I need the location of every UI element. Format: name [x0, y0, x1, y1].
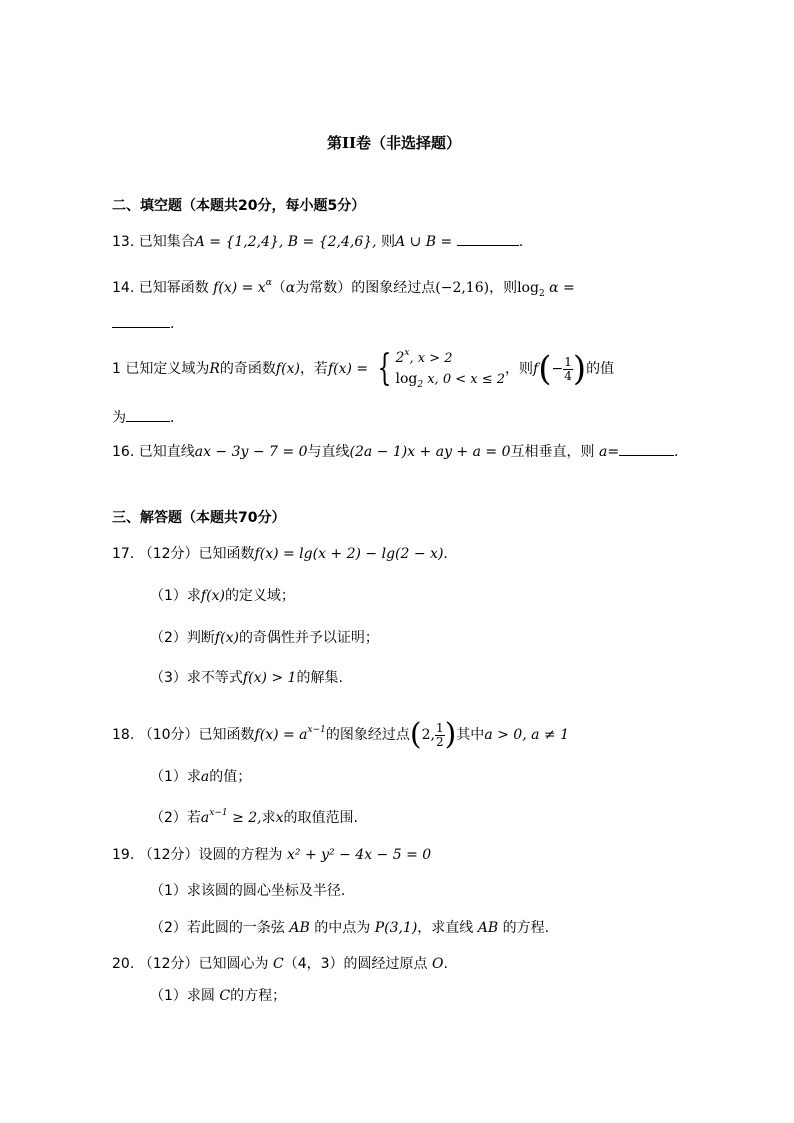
- question-score: （12分）: [138, 847, 199, 863]
- question-text: 与直线: [307, 444, 350, 460]
- math-expression: 2,: [421, 727, 435, 743]
- answer-blank[interactable]: [112, 313, 170, 328]
- question-15-continued: [112, 407, 174, 428]
- math-expression: x² + y² − 4x − 5 = 0: [287, 847, 432, 863]
- right-paren: ): [572, 349, 587, 389]
- question-13: [112, 231, 523, 252]
- question-text: 设圆的方程为: [198, 847, 283, 863]
- punctuation: .: [674, 444, 679, 460]
- math-expression: α =: [549, 280, 575, 296]
- right-paren: ): [444, 717, 457, 752]
- math-point: (−2,16): [435, 280, 490, 296]
- question-17-part-3: （3）求不等式f(x) > 1的解集.: [150, 670, 343, 686]
- answer-blank[interactable]: [457, 231, 519, 246]
- question-text: 则: [376, 234, 396, 250]
- question-number: 16.: [112, 444, 135, 460]
- math-expression: f(x) = lg(x + 2) − lg(2 − x): [254, 546, 444, 562]
- question-17-part-1: （1）求f(x)的定义域；: [150, 588, 295, 604]
- math-symbol: C: [273, 956, 284, 972]
- piecewise-function: [373, 343, 505, 395]
- punctuation: .: [443, 956, 448, 972]
- question-text: ，则: [505, 361, 534, 377]
- question-number: 18.: [112, 727, 135, 743]
- question-16: [112, 441, 679, 462]
- math-expression: (2a − 1)x + ay + a = 0: [349, 444, 511, 460]
- question-number: 14.: [112, 280, 135, 296]
- question-number: 13.: [112, 234, 135, 250]
- math-exponent: x−1: [307, 725, 326, 735]
- math-exponent: α: [265, 278, 272, 288]
- math-expression: f(x) =: [327, 361, 369, 377]
- punctuation: .: [443, 546, 448, 562]
- question-text: 为: [112, 410, 126, 426]
- question-text: 已知圆心为: [198, 956, 269, 972]
- fraction: $\frac{1}{4}$: [564, 354, 572, 383]
- question-19-part-1: （1）求该圆的圆心坐标及半径.: [150, 883, 346, 899]
- piecewise-case-1: 2$^x$, x > 2: [395, 348, 453, 366]
- math-expression: A = {1,2,4}, B = {2,4,6},: [194, 234, 377, 250]
- math-symbol: R: [209, 361, 220, 377]
- punctuation: .: [170, 316, 175, 332]
- math-expression: a > 0, a ≠ 1: [484, 727, 569, 743]
- answer-blank[interactable]: [126, 407, 170, 422]
- question-14-continued: [112, 313, 174, 334]
- question-text: 互相垂直，则: [510, 444, 595, 460]
- question-14: [112, 273, 575, 304]
- math-subscript: 2: [538, 289, 545, 299]
- question-text: 为常数）的图象经过点: [295, 280, 436, 296]
- question-text: ，若: [299, 361, 328, 377]
- question-text: 已知函数: [198, 727, 255, 743]
- math-expression: f(x) = a: [254, 727, 308, 743]
- punctuation: .: [518, 234, 524, 250]
- question-text: 已知集合: [138, 234, 195, 250]
- punctuation: .: [170, 410, 175, 426]
- question-text: 已知定义域为: [125, 361, 210, 377]
- question-18-part-2: （2）若$a^{x-1} \ge 2$,求x的取值范围.: [150, 808, 358, 826]
- question-19: [112, 845, 431, 865]
- left-paren: (: [409, 717, 422, 752]
- question-score: （12分）: [138, 546, 199, 562]
- math-symbol: O: [432, 956, 444, 972]
- math-symbol: α: [285, 280, 296, 296]
- question-number: 20.: [112, 956, 135, 972]
- math-log: log: [517, 280, 539, 296]
- math-symbol: f: [533, 361, 539, 377]
- left-paren: (: [538, 349, 552, 389]
- question-text: 的奇函数: [219, 361, 276, 377]
- question-18-part-1: （1）求a的值；: [150, 769, 252, 785]
- page-title: 第II卷（非选择题）: [327, 134, 462, 152]
- question-text: 的值: [586, 361, 615, 377]
- question-15: [112, 343, 614, 389]
- question-19-part-2: （2）若此圆的一条弦 AB 的中点为 P(3,1)，求直线 AB 的方程.: [150, 920, 550, 936]
- question-number: 17.: [112, 546, 135, 562]
- question-text: 已知函数: [198, 546, 255, 562]
- fraction: $\frac{1}{2}$: [435, 720, 444, 749]
- question-text: 其中: [456, 727, 485, 743]
- math-expression: f(x) = x: [213, 280, 266, 296]
- math-expression: A ∪ B =: [395, 234, 453, 250]
- math-expression: ax − 3y − 7 = 0: [194, 444, 308, 460]
- piecewise-case-2: $\log_2 x$, 0 < x ≤ 2: [395, 371, 506, 390]
- question-score: （10分）: [138, 727, 199, 743]
- question-17: [112, 544, 448, 564]
- math-symbol: −: [551, 361, 564, 377]
- question-text: 的圆经过原点: [343, 956, 428, 972]
- question-number: 1: [112, 361, 121, 377]
- question-18: [112, 710, 569, 750]
- question-text: （: [271, 280, 286, 296]
- question-text: 已知幂函数: [138, 280, 209, 296]
- section-heading-fill-in: 二、填空题（本题共20分，每小题5分）: [112, 198, 366, 214]
- question-score: （12分）: [138, 956, 199, 972]
- section-heading-problems: 三、解答题（本题共70分）: [112, 510, 286, 526]
- question-20-part-1: （1）求圆 C的方程；: [150, 988, 287, 1004]
- math-symbol: a: [598, 444, 608, 460]
- answer-blank[interactable]: [619, 441, 674, 456]
- question-number: 19.: [112, 847, 135, 863]
- question-text: （4，3）: [283, 956, 344, 972]
- question-text: 已知直线: [138, 444, 195, 460]
- question-17-part-2: （2）判断f(x)的奇偶性并予以证明；: [150, 630, 379, 646]
- question-text: ，则: [489, 280, 518, 296]
- math-expression: f(x): [275, 361, 300, 377]
- left-brace: {: [377, 348, 391, 389]
- question-20: [112, 954, 448, 974]
- math-symbol: =: [607, 444, 620, 460]
- question-text: 的图象经过点: [325, 727, 410, 743]
